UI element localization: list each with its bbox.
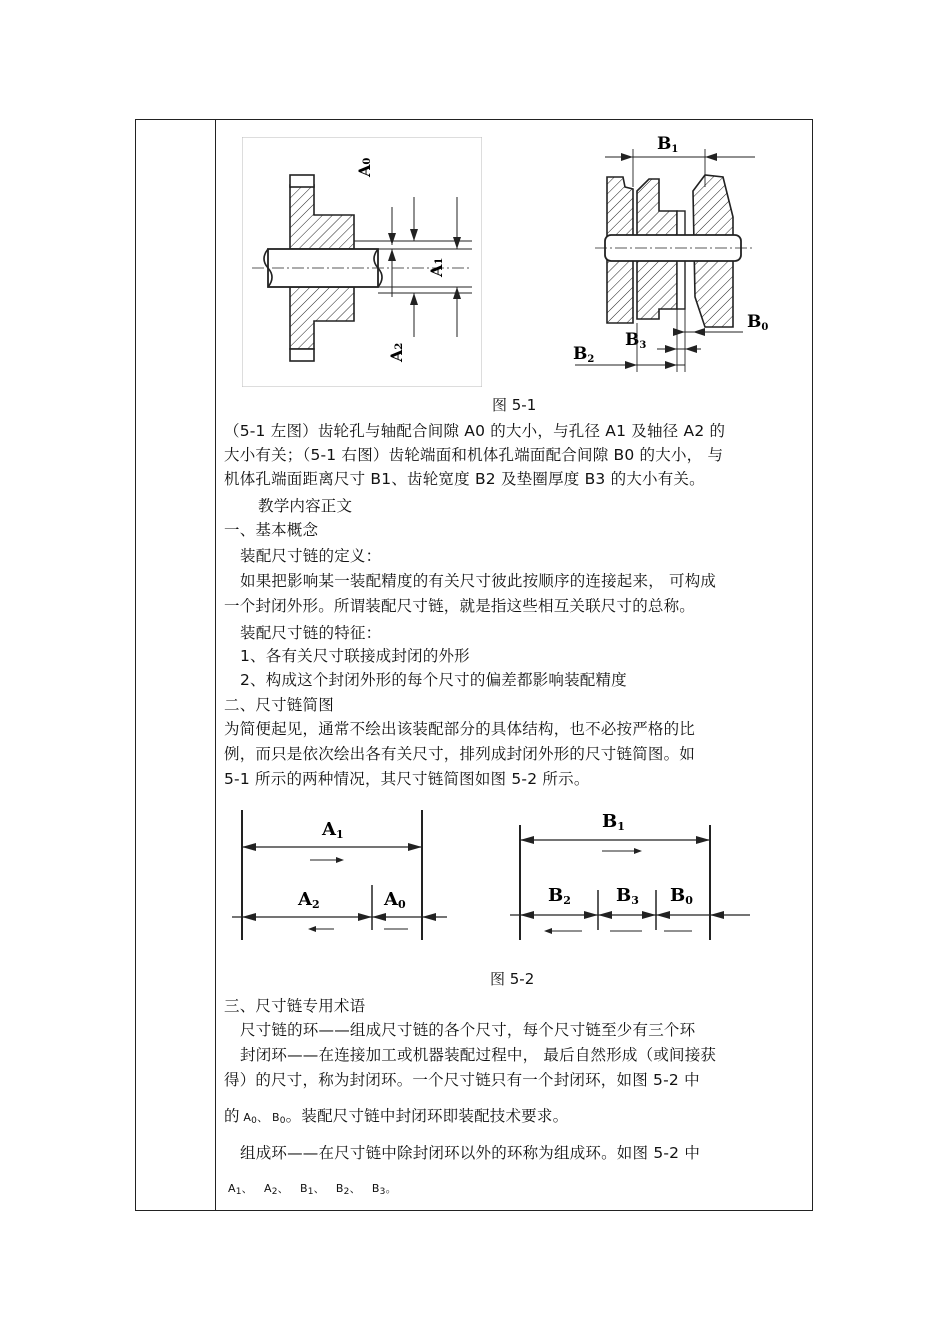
label-b1: B1 — [602, 811, 625, 833]
definition-title: 装配尺寸链的定义： — [240, 547, 382, 565]
component-ring-list: $A_1$、 $A_2$、 $B_1$、 $B_2$、 $B_3$。 — [228, 1182, 397, 1197]
feature-item-2: 2、构成这个封闭外形的每个尺寸的偏差都影响装配精度 — [240, 671, 627, 689]
figure-5-2-right — [510, 805, 755, 945]
section-title: 教学内容正文 — [258, 497, 353, 515]
ring-definition: 尺寸链的环——组成尺寸链的各个尺寸，每个尺寸链至少有三个环 — [240, 1021, 696, 1039]
label-b0: B0 — [747, 312, 769, 333]
definition-line-2: 一个封闭外形。所谓装配尺寸链，就是指这些相互关联尺寸的总称。 — [224, 597, 696, 615]
heading-3: 三、尺寸链专用术语 — [224, 997, 366, 1015]
figure-5-1-right — [565, 127, 780, 382]
intro-line-3: 机体孔端面距离尺寸 B1、齿轮宽度 B2 及垫圈厚度 B3 的大小有关。 — [224, 470, 705, 488]
label-b1: B1 — [657, 134, 679, 155]
heading-1: 一、基本概念 — [224, 521, 319, 539]
label-a0: A0 — [355, 157, 374, 177]
diagram-line-1: 为简便起见，通常不绘出该装配部分的具体结构，也不必按严格的比 — [224, 720, 696, 738]
feature-item-1: 1、各有关尺寸联接成封闭的外形 — [240, 647, 470, 665]
label-b0: B0 — [670, 885, 693, 907]
label-b2: B2 — [573, 344, 595, 365]
feature-title: 装配尺寸链的特征： — [240, 624, 382, 642]
closed-ring-line-2: 得）的尺寸，称为封闭环。一个尺寸链只有一个封闭环，如图 5-2 中 — [224, 1071, 700, 1089]
label-a1: A1 — [322, 819, 344, 841]
component-ring-line-1: 组成环——在尺寸链中除封闭环以外的环称为组成环。如图 5-2 中 — [240, 1144, 701, 1162]
intro-line-2: 大小有关；（5-1 右图）齿轮端面和机体孔端面配合间隙 B0 的大小， 与 — [224, 446, 724, 464]
label-a0: A0 — [384, 889, 406, 911]
diagram-line-2: 例，而只是依次绘出各有关尺寸，排列成封闭外形的尺寸链简图。如 — [224, 745, 696, 763]
label-b3: B3 — [616, 885, 639, 907]
figure-5-1-left — [242, 137, 482, 387]
figure-5-1-caption: 图 5-1 — [492, 396, 537, 414]
label-b2: B2 — [548, 885, 571, 907]
table-column-divider — [215, 119, 216, 1211]
closed-ring-line-3: 的 $A_0$、 $B_0$。装配尺寸链中封闭环即装配技术要求。 — [224, 1107, 569, 1126]
closed-ring-line-1: 封闭环——在连接加工或机器装配过程中， 最后自然形成（或间接获 — [240, 1046, 717, 1064]
label-b3: B3 — [625, 330, 647, 351]
diagram-line-3: 5-1 所示的两种情况，其尺寸链简图如图 5-2 所示。 — [224, 770, 590, 788]
intro-line-1: （5-1 左图）齿轮孔与轴配合间隙 A0 的大小，与孔径 A1 及轴径 A2 的 — [224, 422, 726, 440]
definition-line-1: 如果把影响某一装配精度的有关尺寸彼此按顺序的连接起来， 可构成 — [240, 572, 717, 590]
label-a2: A2 — [387, 342, 406, 362]
figure-5-2-caption: 图 5-2 — [490, 970, 535, 988]
label-a1: A1 — [427, 257, 446, 277]
label-a2: A2 — [298, 889, 320, 911]
figure-5-2-left — [232, 805, 447, 945]
heading-2: 二、尺寸链简图 — [224, 696, 334, 714]
